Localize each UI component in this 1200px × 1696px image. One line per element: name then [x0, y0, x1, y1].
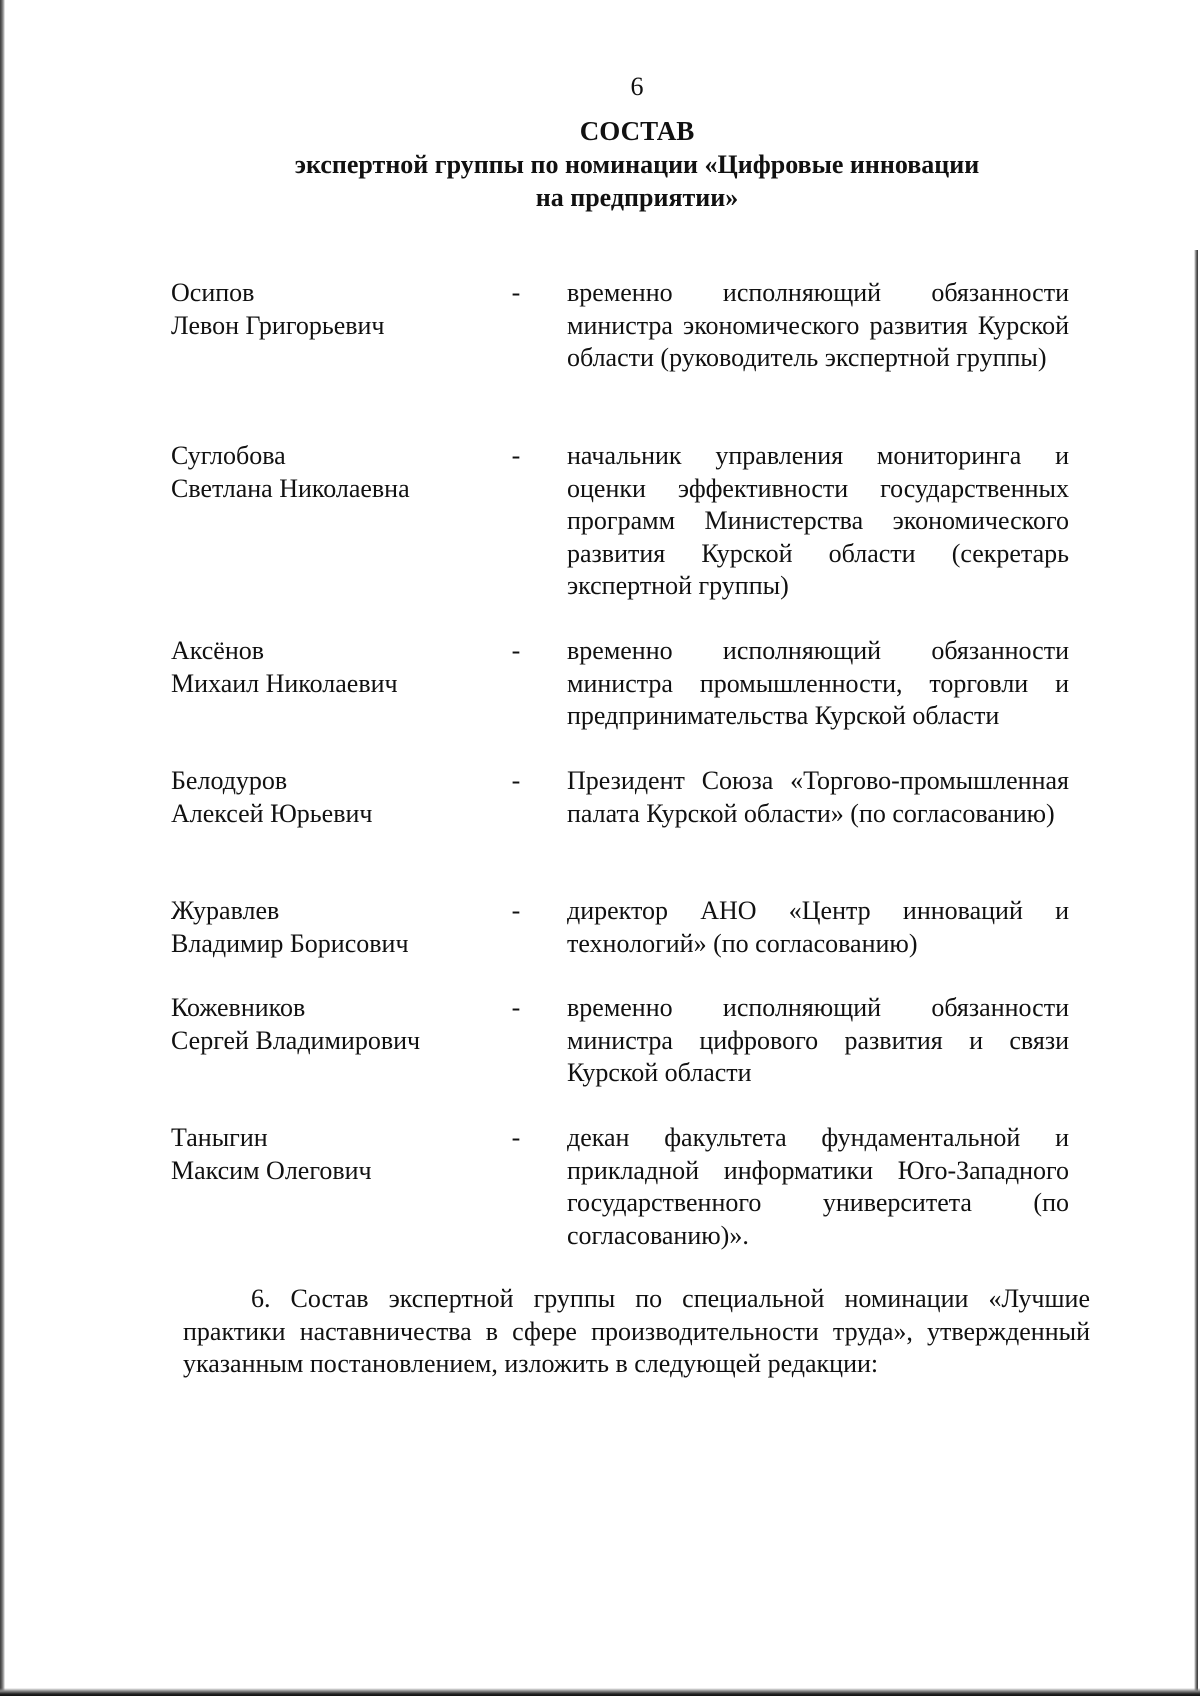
member-role: директор АНО «Центр инноваций и технологий» (по согласованию) — [567, 896, 1069, 958]
member-given-names: Алексей Юрьевич — [171, 798, 373, 828]
member-given-names: Светлана Николаевна — [171, 473, 410, 503]
member-surname: Белодуров — [171, 766, 288, 795]
member-role: временно исполняющий обязанности министра промышленности, торговли и предпринимательства Курской области — [567, 636, 1069, 730]
member-name — [171, 1122, 501, 1187]
document-subtitle — [250, 148, 1024, 214]
member-given-names: Максим Олегович — [171, 1155, 372, 1185]
member-role: временно исполняющий обязанности министра цифрового развития и связи Курской области — [567, 993, 1069, 1087]
member-role: начальник управления мониторинга и оценки эффективности государственных программ Министерства экономического развития Курской области (секретарь экспертной группы) — [567, 441, 1069, 600]
member-surname: Осипов — [171, 278, 255, 307]
member-surname: Аксёнов — [171, 636, 265, 665]
member-given-names: Владимир Борисович — [171, 928, 409, 958]
member-dash: - — [511, 278, 521, 307]
member-role: Президент Союза «Торгово-промышленная палата Курской области» (по согласованию) — [567, 766, 1069, 828]
member-given-names: Михаил Николаевич — [171, 668, 398, 698]
page-number: 6 — [630, 72, 644, 101]
member-name — [171, 992, 501, 1057]
scan-edge-right — [1194, 250, 1198, 1696]
subtitle-line-1: экспертной группы по номинации «Цифровые инновации — [294, 150, 980, 179]
member-name — [171, 277, 501, 342]
member-surname: Журавлев — [171, 896, 280, 925]
member-role: декан факультета фундаментальной и прикладной информатики Юго-Западного государственного университета (по согласованию)». — [567, 1123, 1069, 1250]
member-role: временно исполняющий обязанности министра экономического развития Курской области (руководитель экспертной группы) — [567, 278, 1069, 372]
closing-paragraph: 6. Состав экспертной группы по специальной номинации «Лучшие практики наставничества в сфере производительности труда», утвержденный указанным постановлением, изложить в следующей редакции: — [183, 1284, 1090, 1378]
member-name — [171, 895, 501, 960]
member-surname: Кожевников — [171, 993, 306, 1022]
subtitle-line-2: на предприятии» — [535, 183, 739, 212]
member-dash: - — [511, 766, 521, 795]
member-dash: - — [511, 636, 521, 665]
member-dash: - — [511, 1123, 521, 1152]
member-given-names: Сергей Владимирович — [171, 1025, 421, 1055]
member-name — [171, 440, 501, 505]
member-dash: - — [511, 993, 521, 1022]
scan-edge-left — [0, 0, 5, 1696]
member-dash: - — [511, 441, 521, 470]
member-surname: Суглобова — [171, 441, 286, 470]
scan-edge-bottom — [0, 1688, 1200, 1696]
member-name — [171, 635, 501, 700]
member-given-names: Левон Григорьевич — [171, 310, 385, 340]
document-title: СОСТАВ — [579, 116, 695, 146]
member-dash: - — [511, 896, 521, 925]
member-surname: Таныгин — [171, 1123, 268, 1152]
member-name — [171, 765, 501, 830]
